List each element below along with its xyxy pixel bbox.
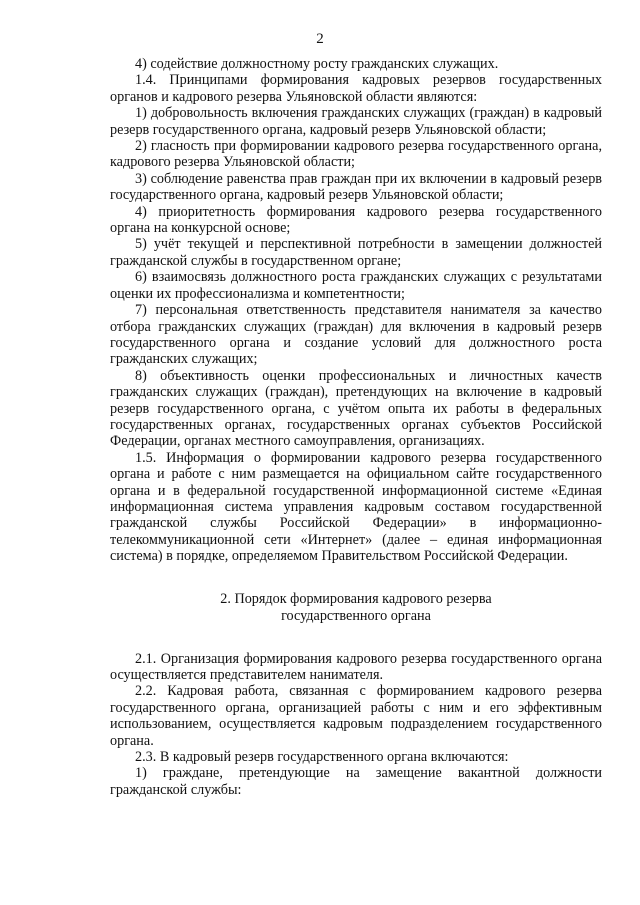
paragraph-1-5-information: 1.5. Информация о формировании кадрового резерва государственного органа и работе с ним размещается на официальном сайте государственного органа и в федеральной государственной информационной системе «Единая информационная система управления кадровым составом государственной гражданской службы Российской Федерации» в информационно-телекоммуникационной сети «Интернет» (далее – единая информационная система) в порядке, определяемом Правительством Российской Федерации.: [110, 449, 602, 565]
paragraph-1-4-principles: 1.4. Принципами формирования кадровых резервов государственных органов и кадрового резерва Ульяновской области являются:: [110, 72, 602, 105]
document-body: [110, 56, 602, 798]
principle-8-objectivity: 8) объективность оценки профессиональных и личностных качеств гражданских служащих (граждан), претендующих на включение в кадровый резерв государственного органа, с учётом опыта их работы в федеральных государственных органах, государственных органах субъектов Российской Федерации, органах местного самоуправления, организациях.: [110, 367, 602, 450]
section-heading-line-1: 2. Порядок формирования кадрового резерва: [220, 590, 492, 607]
paragraph-2-2-hr-work: 2.2. Кадровая работа, связанная с формированием кадрового резерва государственного органа, организацией работы с ним и его эффективным использованием, осуществляется кадровым подразделением государственного органа.: [110, 683, 602, 749]
principle-1-voluntariness: 1) добровольность включения гражданских служащих (граждан) в кадровый резерв государственного органа, кадровый резерв Ульяновской области;: [110, 105, 602, 138]
principle-6-career-assessment: 6) взаимосвязь должностного роста гражданских служащих с результатами оценки их профессионализма и компетентности;: [110, 269, 602, 302]
page-number: 2: [316, 31, 324, 47]
principle-7-responsibility: 7) персональная ответственность представителя нанимателя за качество отбора гражданских служащих (граждан) для включения в кадровый резерв государственного органа и создание условий для должностного роста гражданских служащих;: [110, 302, 602, 368]
principle-4-competitive-basis: 4) приоритетность формирования кадрового резерва государственного органа на конкурсной основе;: [110, 203, 602, 237]
section-heading-line-2: государственного органа: [281, 607, 431, 624]
paragraph-item-4-promotion: 4) содействие должностному росту гражданских служащих.: [135, 56, 499, 72]
section-2-heading: [110, 591, 602, 625]
paragraph-2-3-item-1-citizens: 1) граждане, претендующие на замещение вакантной должности гражданской службы:: [110, 765, 602, 798]
paragraph-2-3-inclusion: 2.3. В кадровый резерв государственного органа включаются:: [135, 749, 509, 766]
paragraph-2-1-organization: 2.1. Организация формирования кадрового резерва государственного органа осуществляется представителем нанимателя.: [110, 650, 602, 683]
principle-5-needs-accounting: 5) учёт текущей и перспективной потребности в замещении должностей гражданской службы в государственном органе;: [110, 236, 602, 269]
principle-2-transparency: 2) гласность при формировании кадрового резерва государственного органа, кадрового резерва Ульяновской области;: [110, 138, 602, 171]
principle-3-equality: 3) соблюдение равенства прав граждан при их включении в кадровый резерв государственного органа, кадровый резерв Ульяновской области;: [110, 170, 602, 204]
